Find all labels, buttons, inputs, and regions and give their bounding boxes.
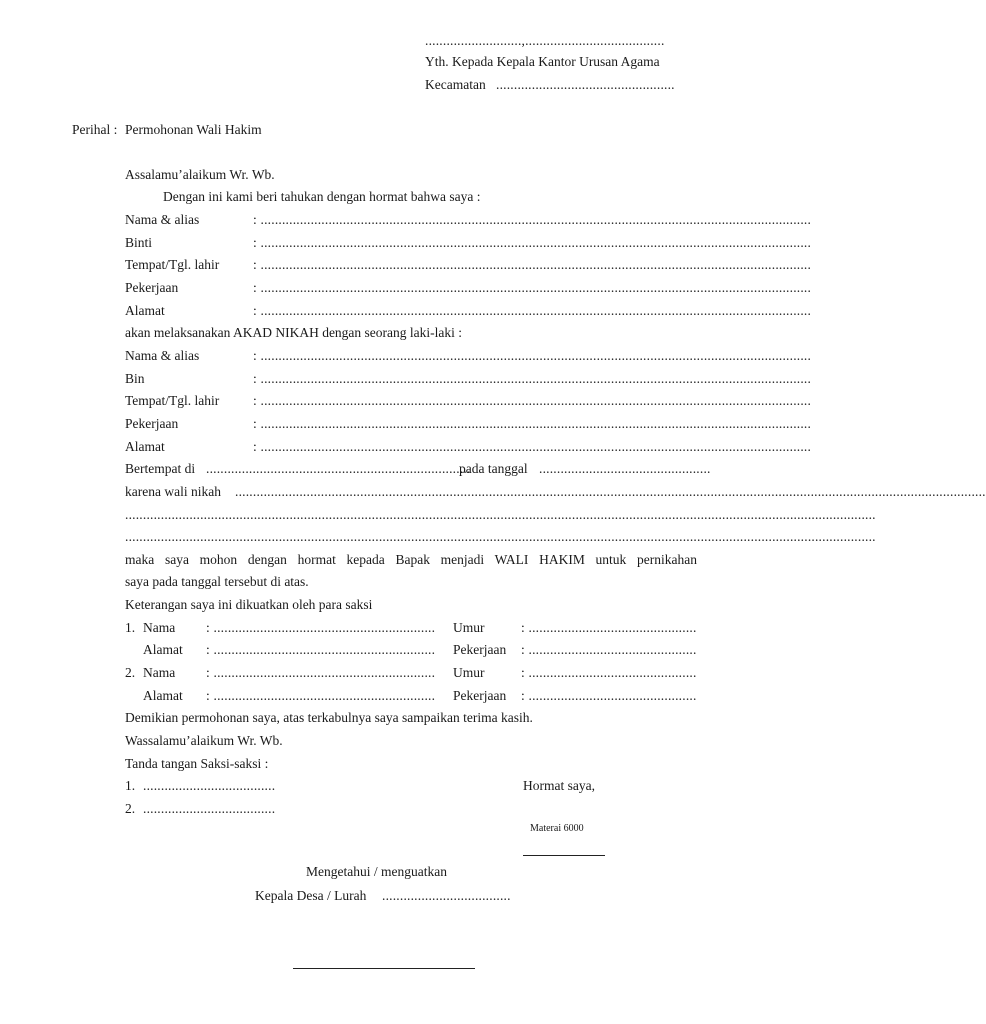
signature-number: 1. <box>125 778 136 793</box>
groom-field-label: Nama & alias <box>125 348 200 363</box>
witness-job-label: Pekerjaan <box>453 688 507 703</box>
groom-field-dots: : .......................................................................................................................................................... <box>253 371 812 386</box>
applicant-signature-line <box>523 855 605 856</box>
applicant-field-label: Alamat <box>125 303 165 318</box>
reason-dots: .................................................................................................................................................................................................................. <box>235 484 986 499</box>
respect-text: Hormat saya, <box>523 778 595 793</box>
perihal-value: Permohonan Wali Hakim <box>125 122 262 137</box>
approval-label: Mengetahui / menguatkan <box>306 864 447 879</box>
applicant-field-dots: : .......................................................................................................................................................... <box>253 212 812 227</box>
witness-number: 1. <box>125 620 136 635</box>
addressee: Yth. Kepada Kepala Kantor Urusan Agama <box>425 54 660 69</box>
applicant-field-dots: : .......................................................................................................................................................... <box>253 235 812 250</box>
witness-address-dots: : .............................................................. <box>206 642 436 657</box>
request-line-2: saya pada tanggal tersebut di atas. <box>125 574 309 589</box>
greeting: Assalamu’alaikum Wr. Wb. <box>125 167 275 182</box>
applicant-field-label: Pekerjaan <box>125 280 179 295</box>
farewell-text: Wassalamu’alaikum Wr. Wb. <box>125 733 283 748</box>
groom-field-dots: : .......................................................................................................................................................... <box>253 439 812 454</box>
kecamatan-dots: .................................................. <box>496 77 675 92</box>
groom-field-label: Pekerjaan <box>125 416 179 431</box>
groom-intro: akan melaksanakan AKAD NIKAH dengan seorang laki-laki : <box>125 325 463 340</box>
signature-dots: ..................................... <box>143 801 276 816</box>
applicant-field-dots: : .......................................................................................................................................................... <box>253 257 812 272</box>
witness-address-label: Alamat <box>143 688 183 703</box>
date-place-line: ...........................,....................................... <box>425 33 665 48</box>
date-label: pada tanggal <box>459 461 528 476</box>
applicant-field-label: Binti <box>125 235 153 250</box>
reason-dots-2: .................................................................................................................................................................................................................. <box>125 507 876 522</box>
witness-number: 2. <box>125 665 136 680</box>
witness-job-dots: : ............................................... <box>521 642 697 657</box>
reason-label: karena wali nikah <box>125 484 221 499</box>
witness-name-label: Nama <box>143 665 176 680</box>
head-signature-line <box>293 968 475 969</box>
place-label: Bertempat di <box>125 461 196 476</box>
applicant-field-label: Tempat/Tgl. lahir <box>125 257 220 272</box>
witness-address-dots: : .............................................................. <box>206 688 436 703</box>
head-label: Kepala Desa / Lurah <box>255 888 367 903</box>
thanks-text: Demikian permohonan saya, atas terkabulnya saya sampaikan terima kasih. <box>125 710 533 725</box>
witness-job-dots: : ............................................... <box>521 688 697 703</box>
groom-field-dots: : .......................................................................................................................................................... <box>253 348 812 363</box>
witness-name-label: Nama <box>143 620 176 635</box>
witness-name-dots: : .............................................................. <box>206 665 436 680</box>
applicant-field-label: Nama & alias <box>125 212 200 227</box>
witness-age-label: Umur <box>453 665 485 680</box>
reason-dots-3: .................................................................................................................................................................................................................. <box>125 529 876 544</box>
signature-dots: ..................................... <box>143 778 276 793</box>
groom-field-dots: : .......................................................................................................................................................... <box>253 393 812 408</box>
place-dots: .......................................................................... <box>206 461 471 476</box>
witness-signatures-label: Tanda tangan Saksi-saksi : <box>125 756 269 771</box>
groom-field-label: Alamat <box>125 439 165 454</box>
kecamatan-label: Kecamatan <box>425 77 486 92</box>
signature-number: 2. <box>125 801 136 816</box>
witness-address-label: Alamat <box>143 642 183 657</box>
perihal-label: Perihal : <box>72 122 118 137</box>
intro-text: Dengan ini kami beri tahukan dengan hormat bahwa saya : <box>163 189 481 204</box>
witness-age-label: Umur <box>453 620 485 635</box>
witness-intro: Keterangan saya ini dikuatkan oleh para saksi <box>125 597 373 612</box>
date-dots: ................................................ <box>539 461 711 476</box>
stamp-label: Materai 6000 <box>530 823 584 834</box>
applicant-field-dots: : .......................................................................................................................................................... <box>253 303 812 318</box>
witness-job-label: Pekerjaan <box>453 642 507 657</box>
witness-age-dots: : ............................................... <box>521 620 697 635</box>
witness-age-dots: : ............................................... <box>521 665 697 680</box>
groom-field-label: Tempat/Tgl. lahir <box>125 393 220 408</box>
groom-field-dots: : .......................................................................................................................................................... <box>253 416 812 431</box>
witness-name-dots: : .............................................................. <box>206 620 436 635</box>
applicant-field-dots: : .......................................................................................................................................................... <box>253 280 812 295</box>
groom-field-label: Bin <box>125 371 145 386</box>
request-line-1: maka saya mohon dengan hormat kepada Bapak menjadi WALI HAKIM untuk pernikahan <box>125 552 697 567</box>
head-dots: .................................... <box>382 888 511 903</box>
